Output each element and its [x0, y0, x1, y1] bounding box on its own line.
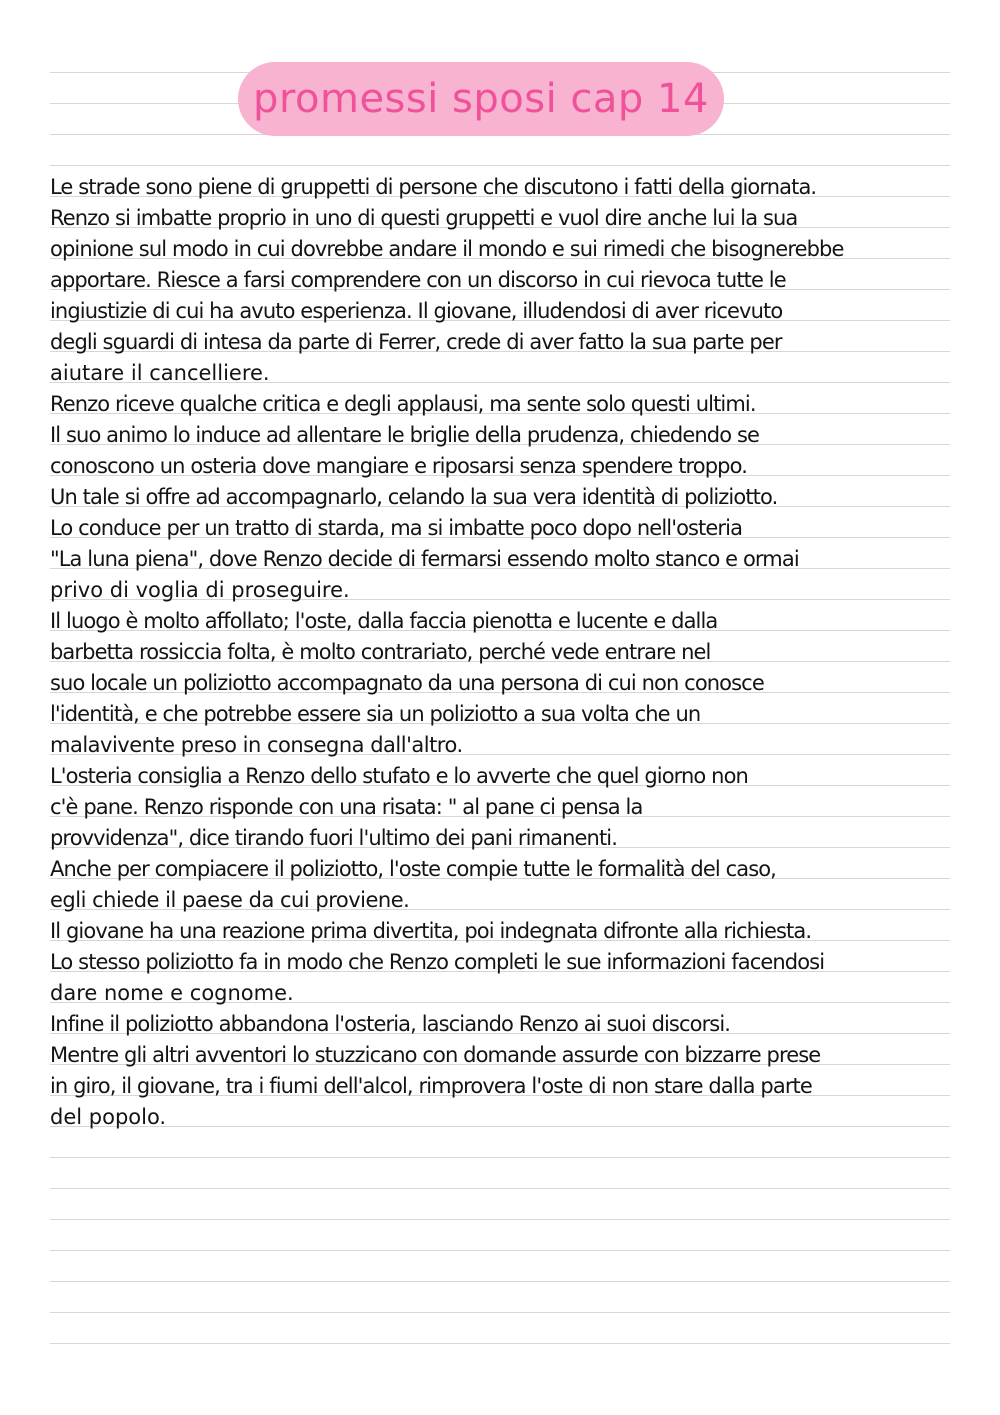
text-line: "La luna piena", dove Renzo decide di fermarsi essendo molto stanco e ormai: [50, 547, 799, 571]
text-line: barbetta rossiccia folta, è molto contrariato, perché vede entrare nel: [50, 640, 711, 664]
text-line: Le strade sono piene di gruppetti di persone che discutono i fatti della giornata.: [50, 175, 817, 199]
text-line: Renzo riceve qualche critica e degli applausi, ma sente solo questi ultimi.: [50, 392, 756, 416]
text-line: Anche per compiacere il poliziotto, l'oste compie tutte le formalità del caso,: [50, 857, 776, 881]
handwritten-summary: [50, 172, 990, 1133]
text-line: dare nome e cognome.: [50, 981, 294, 1005]
text-line: in giro, il giovane, tra i fiumi dell'alcol, rimprovera l'oste di non stare dalla parte: [50, 1074, 812, 1098]
text-line: provvidenza", dice tirando fuori l'ultimo dei pani rimanenti.: [50, 826, 617, 850]
page-title: promessi sposi cap 14: [253, 76, 709, 122]
text-line: Lo conduce per un tratto di starda, ma si imbatte poco dopo nell'osteria: [50, 516, 743, 540]
text-line: l'identità, e che potrebbe essere sia un poliziotto a sua volta che un: [50, 702, 701, 726]
title-highlight: [238, 62, 724, 136]
text-line: Il suo animo lo induce ad allentare le briglie della prudenza, chiedendo se: [50, 423, 760, 447]
text-line: suo locale un poliziotto accompagnato da una persona di cui non conosce: [50, 671, 764, 695]
text-line: Mentre gli altri avventori lo stuzzicano con domande assurde con bizzarre prese: [50, 1043, 821, 1067]
text-line: malavivente preso in consegna dall'altro.: [50, 733, 463, 757]
text-line: Un tale si offre ad accompagnarlo, celando la sua vera identità di poliziotto.: [50, 485, 778, 509]
text-line: opinione sul modo in cui dovrebbe andare il mondo e sui rimedi che bisognerebbe: [50, 237, 844, 261]
text-line: Renzo si imbatte proprio in uno di questi gruppetti e vuol dire anche lui la sua: [50, 206, 798, 230]
text-line: del popolo.: [50, 1105, 167, 1129]
text-line: Il giovane ha una reazione prima divertita, poi indegnata difronte alla richiesta.: [50, 919, 812, 943]
text-line: c'è pane. Renzo risponde con una risata: " al pane ci pensa la: [50, 795, 643, 819]
text-line: L'osteria consiglia a Renzo dello stufato e lo avverte che quel giorno non: [50, 764, 748, 788]
text-line: privo di voglia di proseguire.: [50, 578, 350, 602]
text-line: conoscono un osteria dove mangiare e riposarsi senza spendere troppo.: [50, 454, 747, 478]
text-line: ingiustizie di cui ha avuto esperienza. Il giovane, illudendosi di aver ricevuto: [50, 299, 783, 323]
text-line: Lo stesso poliziotto fa in modo che Renzo completi le sue informazioni facendosi: [50, 950, 825, 974]
text-line: egli chiede il paese da cui proviene.: [50, 888, 410, 912]
text-line: apportare. Riesce a farsi comprendere con un discorso in cui rievoca tutte le: [50, 268, 786, 292]
text-line: Il luogo è molto affollato; l'oste, dalla faccia pienotta e lucente e dalla: [50, 609, 718, 633]
text-line: Infine il poliziotto abbandona l'osteria, lasciando Renzo ai suoi discorsi.: [50, 1012, 731, 1036]
text-line: degli sguardi di intesa da parte di Ferrer, crede di aver fatto la sua parte per: [50, 330, 782, 354]
text-line: aiutare il cancelliere.: [50, 361, 270, 385]
